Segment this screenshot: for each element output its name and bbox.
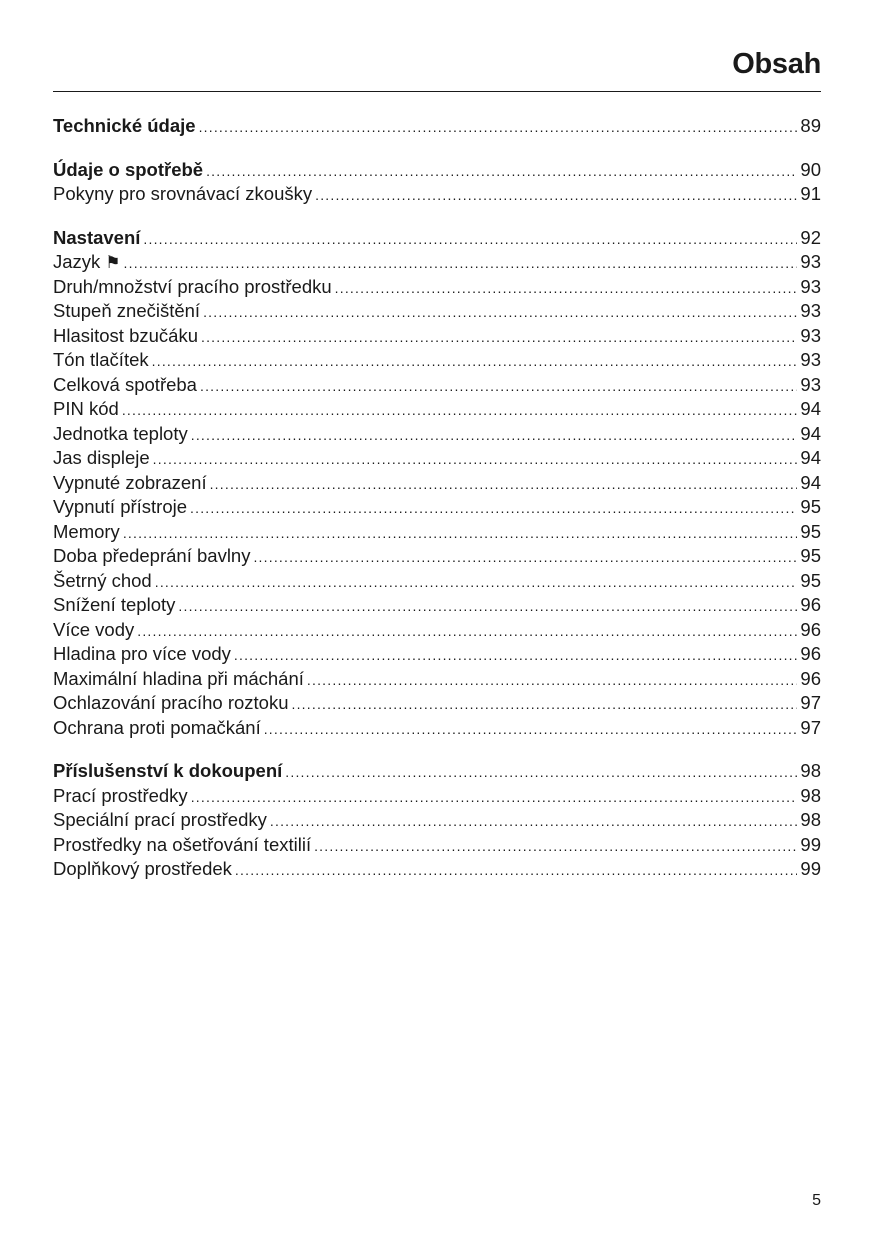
toc-entry-label: Tón tlačítek	[53, 349, 149, 370]
toc-entry-label: Více vody	[53, 618, 135, 640]
toc-entry	[53, 808, 821, 833]
toc-page-number: 95	[800, 520, 821, 542]
dot-leader	[153, 447, 798, 472]
toc-page-number: 99	[800, 833, 821, 855]
toc-entry-label: Jazyk	[53, 251, 101, 272]
toc-page-number: 97	[800, 716, 821, 738]
toc-entry-label: Stupeň znečištění	[53, 300, 201, 321]
dot-leader	[123, 521, 798, 546]
toc-entry	[53, 299, 821, 324]
toc-entry	[53, 857, 821, 882]
toc-page-number: 93	[800, 349, 821, 370]
dot-leader	[235, 858, 798, 883]
toc-entry-label: Prací prostředky	[53, 784, 188, 806]
toc-page-number: 94	[800, 447, 821, 468]
dot-leader	[122, 398, 798, 423]
toc-entry-label: Příslušenství k dokoupení	[53, 760, 283, 781]
dot-leader	[203, 300, 797, 325]
dot-leader	[264, 717, 798, 742]
toc-entry	[53, 446, 821, 471]
toc-entry	[53, 593, 821, 618]
toc-entry-label: Nastavení	[53, 226, 141, 248]
toc-entry	[53, 495, 821, 520]
toc-page-number: 93	[800, 275, 821, 297]
dot-leader	[307, 668, 798, 693]
toc-page-number: 89	[800, 115, 821, 136]
table-of-contents	[53, 114, 821, 882]
dot-leader	[143, 227, 797, 252]
toc-page-number: 97	[800, 692, 821, 713]
toc-entry	[53, 667, 821, 692]
toc-page-number: 90	[800, 158, 821, 180]
toc-page-number: 93	[800, 324, 821, 346]
toc-entry	[53, 544, 821, 569]
toc-entry	[53, 569, 821, 594]
page-number: 5	[812, 1192, 821, 1209]
toc-entry-label: Maximální hladina při máchání	[53, 667, 304, 689]
toc-entry-label: Vypnutí přístroje	[53, 496, 188, 517]
dot-leader	[335, 276, 798, 301]
toc-page-number: 98	[800, 760, 821, 781]
toc-page-number: 94	[800, 398, 821, 419]
toc-heading	[53, 226, 821, 251]
toc-entry-label: Hladina pro více vody	[53, 643, 231, 664]
toc-entry	[53, 471, 821, 496]
toc-entry-label: Prostředky na ošetřování textilií	[53, 833, 312, 855]
toc-entry-label: Vypnuté zobrazení	[53, 471, 207, 493]
toc-page-number: 92	[800, 226, 821, 248]
toc-entry-label: Hlasitost bzučáku	[53, 324, 198, 346]
toc-page-number: 94	[800, 422, 821, 444]
toc-entry-label: Šetrný chod	[53, 569, 152, 591]
toc-page-number: 91	[800, 183, 821, 204]
toc-page-number: 96	[800, 643, 821, 664]
title-divider	[53, 91, 821, 92]
toc-entry	[53, 324, 821, 349]
toc-entry	[53, 642, 821, 667]
toc-heading	[53, 759, 821, 784]
toc-page-number: 93	[800, 300, 821, 321]
dot-leader	[137, 619, 797, 644]
dot-leader	[210, 472, 798, 497]
dot-leader	[191, 785, 798, 810]
toc-heading	[53, 158, 821, 183]
toc-entry	[53, 250, 821, 275]
toc-heading	[53, 114, 821, 139]
toc-entry-label: Technické údaje	[53, 115, 196, 136]
toc-entry-label: Doplňkový prostředek	[53, 858, 232, 879]
toc-entry	[53, 373, 821, 398]
toc-entry	[53, 422, 821, 447]
toc-page-number: 98	[800, 809, 821, 830]
flag-icon: ⚑	[105, 253, 121, 272]
toc-entry	[53, 275, 821, 300]
toc-page-number: 93	[800, 373, 821, 395]
dot-leader	[191, 423, 798, 448]
dot-leader	[152, 349, 798, 374]
toc-entry-label: Jas displeje	[53, 447, 150, 468]
toc-entry-label: Ochrana proti pomačkání	[53, 716, 261, 738]
dot-leader	[190, 496, 797, 521]
dot-leader	[200, 374, 797, 399]
dot-leader	[178, 594, 797, 619]
toc-page-number: 99	[800, 858, 821, 879]
toc-section	[53, 759, 821, 882]
toc-entry	[53, 520, 821, 545]
toc-entry	[53, 397, 821, 422]
dot-leader	[285, 760, 797, 785]
toc-entry-label: Doba předeprání bavlny	[53, 545, 251, 566]
toc-page-number: 95	[800, 545, 821, 566]
dot-leader	[270, 809, 798, 834]
toc-entry-label: Jednotka teploty	[53, 422, 188, 444]
dot-leader	[201, 325, 797, 350]
toc-entry-label: Ochlazování pracího roztoku	[53, 692, 289, 713]
toc-entry-label: Memory	[53, 520, 120, 542]
dot-leader	[253, 545, 797, 570]
dot-leader	[199, 115, 798, 140]
toc-entry	[53, 348, 821, 373]
toc-entry-label: Snížení teploty	[53, 594, 176, 615]
dot-leader	[314, 834, 797, 859]
toc-entry	[53, 833, 821, 858]
dot-leader	[234, 643, 798, 668]
toc-entry-label: Údaje o spotřebě	[53, 158, 204, 180]
toc-page-number: 96	[800, 618, 821, 640]
toc-entry	[53, 691, 821, 716]
toc-entry	[53, 784, 821, 809]
toc-page-number: 95	[800, 496, 821, 517]
toc-page-number: 98	[800, 784, 821, 806]
dot-leader	[206, 159, 797, 184]
toc-entry	[53, 618, 821, 643]
toc-entry	[53, 182, 821, 207]
toc-page-number: 93	[800, 251, 821, 272]
toc-page-number: 95	[800, 569, 821, 591]
toc-section	[53, 226, 821, 741]
toc-entry-label: PIN kód	[53, 398, 119, 419]
toc-entry-label: Druh/množství pracího prostředku	[53, 275, 332, 297]
toc-entry	[53, 716, 821, 741]
page-title: Obsah	[732, 48, 821, 80]
dot-leader	[292, 692, 798, 717]
toc-entry-label: Celková spotřeba	[53, 373, 197, 395]
toc-page-number: 94	[800, 471, 821, 493]
toc-section	[53, 114, 821, 139]
toc-entry-label: Pokyny pro srovnávací zkoušky	[53, 183, 313, 204]
dot-leader	[155, 570, 798, 595]
toc-page-number: 96	[800, 594, 821, 615]
toc-entry-label: Speciální prací prostředky	[53, 809, 267, 830]
toc-page-number: 96	[800, 667, 821, 689]
dot-leader	[124, 251, 798, 276]
dot-leader	[315, 183, 797, 208]
toc-section	[53, 158, 821, 207]
